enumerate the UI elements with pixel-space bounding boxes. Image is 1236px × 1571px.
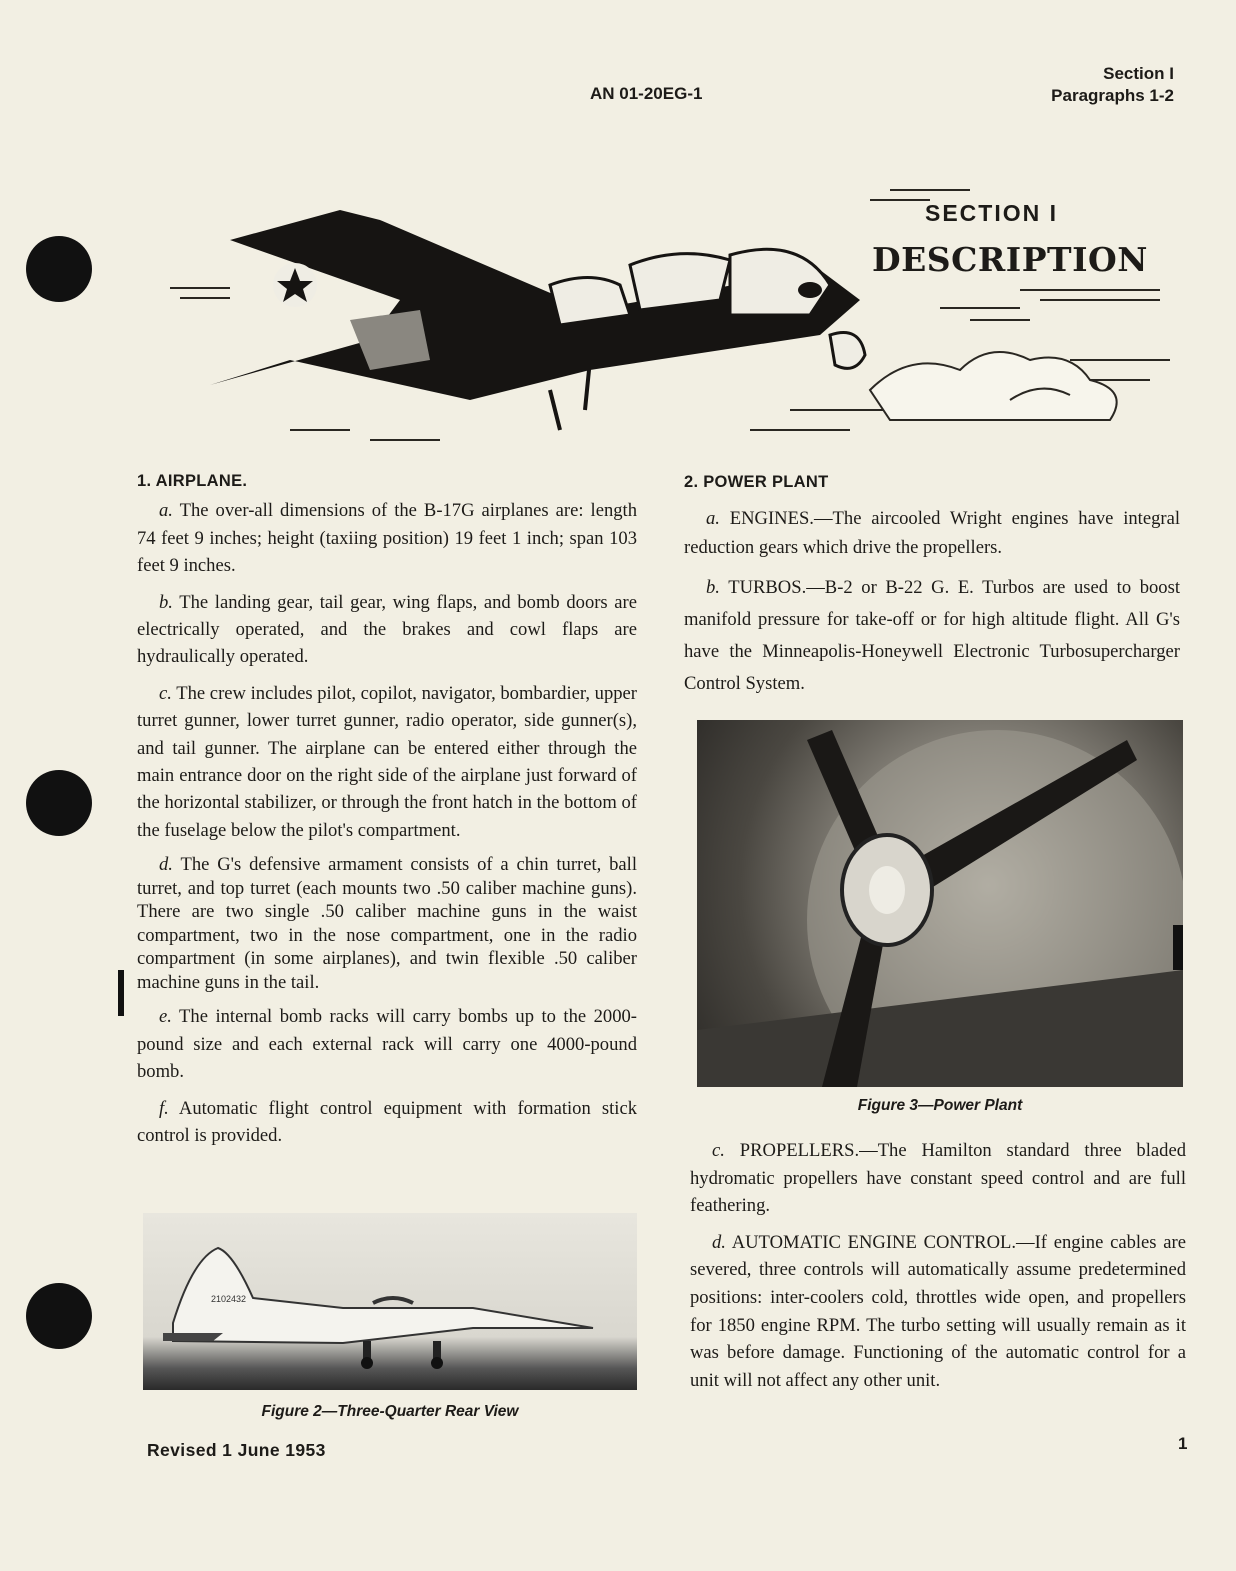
paragraph-1f: f. Automatic flight control equipment with formation stick control is provided. <box>137 1097 637 1146</box>
paragraphs-label: Paragraphs 1-2 <box>1051 86 1174 105</box>
revision-bar <box>118 970 124 1016</box>
section-title: DESCRIPTION <box>872 240 1148 279</box>
page-number: 1 <box>1178 1434 1188 1453</box>
right-column-bottom <box>690 1137 1186 1403</box>
figure-3-photo <box>697 720 1183 1087</box>
paragraph-1d: d. The G's defensive armament consists of a chin turret, ball turret, and top turret (each mounts two .50 caliber machine guns). There are two single .50 caliber machine guns in the waist compartment, two in the nose compartment, one in the radio compartment (in some airplanes), and twin flexible .50 caliber machine guns in the tail. <box>137 854 637 993</box>
left-column <box>137 468 637 1158</box>
tail-number: 2102432 <box>211 1294 247 1304</box>
section-label: Section I <box>1103 64 1174 83</box>
paragraph-1e: e. The internal bomb racks will carry bombs up to the 2000-pound size and each external rack will carry one 4000-pound bomb. <box>137 1006 637 1083</box>
paragraph-1a: a. The over-all dimensions of the B-17G airplanes are: length 74 feet 9 inches; height (taxiing position) 19 feet 1 inch; span 103 feet 9 inches. <box>137 500 637 577</box>
figure-2-photo <box>143 1213 637 1390</box>
paragraph-2c: c. PROPELLERS.—The Hamilton standard three bladed hydromatic propellers have constant speed control and are full feathering. <box>690 1140 1186 1217</box>
binder-hole <box>26 236 92 302</box>
paragraph-2a: a. ENGINES.—The aircooled Wright engines have integral reduction gears which drive the propellers. <box>684 507 1180 558</box>
paragraph-1c: c. The crew includes pilot, copilot, navigator, bombardier, upper turret gunner, lower turret gunner, radio operator, side gunner(s), and tail gunner. The airplane can be entered either through the main entrance door on the right side of the airplane just forward of the horizontal stabilizer, or through the front hatch in the bottom of the fuselage below the pilot's compartment. <box>137 682 637 841</box>
heading-airplane: 1. AIRPLANE. <box>137 472 248 490</box>
binder-hole <box>26 1283 92 1349</box>
binder-hole <box>26 770 92 836</box>
paragraph-2b: b. TURBOS.—B-2 or B-22 G. E. Turbos are used to boost manifold pressure for take-off or for high altitude flight. All G's have the Minneapolis-Honeywell Electronic Turbosupercharger Control System. <box>684 576 1180 694</box>
figure-3-caption: Figure 3—Power Plant <box>857 1097 1023 1114</box>
paragraph-1b: b. The landing gear, tail gear, wing flaps, and bomb doors are electrically operated, and the brakes and cowl flaps are hydraulically operated. <box>137 591 637 668</box>
revision-date: Revised 1 June 1953 <box>147 1440 326 1460</box>
propeller-engine-illustration <box>697 720 1183 1087</box>
right-column-top <box>684 468 1180 709</box>
document-number: AN 01-20EG-1 <box>590 84 703 103</box>
heading-power-plant: 2. POWER PLANT <box>684 473 829 491</box>
figure-2-caption: Figure 2—Three-Quarter Rear View <box>261 1403 519 1420</box>
paragraph-2d: d. AUTOMATIC ENGINE CONTROL.—If engine cables are severed, three controls will automatically assume predetermined positions: inter-coolers cold, throttles wide open, and propellers for 1850 engine RPM. The turbo setting will usually remain as it was before damage. Functioning of the automatic control for a unit will not affect any other unit. <box>690 1231 1186 1391</box>
section-title-label: SECTION I <box>925 200 1059 226</box>
